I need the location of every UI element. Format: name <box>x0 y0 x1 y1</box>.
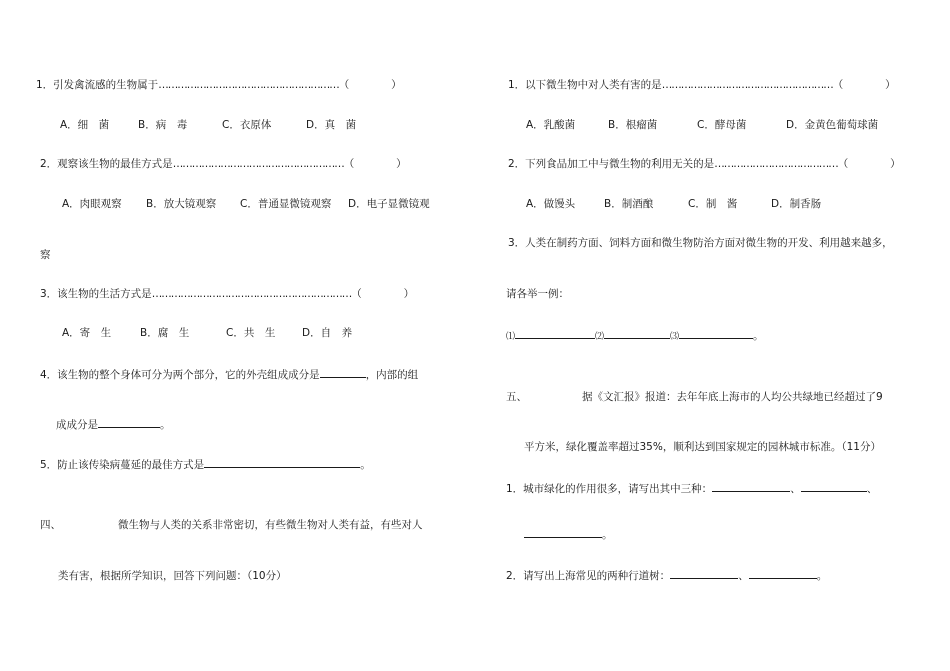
section-5-heading-line1: 据《文汇报》报道：去年年底上海市的人均公共绿地已经超过了9 <box>582 391 883 403</box>
leader-dots: ……………………………………………… <box>661 79 833 91</box>
leader-dots: ……………………………………………………… <box>151 288 352 300</box>
option-a: A．做馒头 <box>526 198 576 210</box>
section-5-question-1-cont <box>524 526 613 542</box>
question-text: 成成分是 <box>56 419 98 431</box>
option-c: C．衣原体 <box>222 119 272 131</box>
answer-blank[interactable] <box>204 456 360 468</box>
right-question-3-blanks <box>506 327 764 344</box>
leader-dots: ………………………………………………… <box>158 79 339 91</box>
option-c: C．制 酱 <box>688 198 738 210</box>
answer-blank[interactable] <box>320 366 366 378</box>
option-a: A．寄 生 <box>62 327 112 339</box>
answer-blank[interactable] <box>604 327 670 339</box>
question-text: 4．该生物的整个身体可分为两个部分，它的外壳组成成分是 <box>40 369 320 381</box>
answer-blank[interactable] <box>670 567 738 579</box>
right-question-3-line1: 3．人类在制药方面、饲料方面和微生物防治方面对微生物的开发、利用越来越多， <box>508 237 893 249</box>
option-b: B．根瘤菌 <box>608 119 658 131</box>
answer-blank[interactable] <box>515 327 595 339</box>
left-question-4-line1 <box>40 366 418 382</box>
right-question-1 <box>508 78 896 92</box>
section-4-heading-line2: 类有害，根据所学知识，回答下列问题：（10分） <box>58 570 287 582</box>
section-5-heading-line2: 平方米，绿化覆盖率超过35%，顺利达到国家规定的园林城市标准。（11分） <box>524 441 881 453</box>
end-punct: 。 <box>816 570 828 582</box>
right-question-2 <box>508 157 901 171</box>
answer-parentheses: （ ） <box>832 79 896 91</box>
blank-number-1: ⑴ <box>506 332 516 342</box>
answer-blank[interactable] <box>749 567 817 579</box>
answer-blank[interactable] <box>98 416 160 428</box>
left-question-2 <box>40 157 407 171</box>
end-punct: 。 <box>602 529 613 541</box>
section-5-question-1 <box>506 480 877 496</box>
left-question-1 <box>36 78 402 92</box>
answer-blank[interactable] <box>712 480 790 492</box>
end-punct: 。 <box>753 330 764 342</box>
left-question-5 <box>40 456 371 472</box>
question-text: 3．该生物的生活方式是 <box>40 288 152 300</box>
left-question-3 <box>40 287 414 301</box>
leader-dots: ……………………………………………… <box>172 158 344 170</box>
question-text: 2．下列食品加工中与微生物的利用无关的是 <box>508 158 715 170</box>
separator: 、 <box>738 570 749 582</box>
option-b: B．腐 生 <box>140 327 190 339</box>
answer-parentheses: （ ） <box>837 158 901 170</box>
separator: 、 <box>866 483 878 495</box>
left-question-4-line2 <box>56 416 171 432</box>
answer-blank[interactable] <box>679 327 753 339</box>
option-c: C．普通显微镜观察 <box>240 198 332 210</box>
section-4-heading-line1: 微生物与人类的关系非常密切，有些微生物对人类有益，有些对人 <box>118 519 423 531</box>
separator: 、 <box>790 483 801 495</box>
section-5-number: 五、 <box>506 391 527 403</box>
answer-parentheses: （ ） <box>343 158 407 170</box>
question-text-cont: ，内部的组 <box>365 369 419 381</box>
question-text: 1．以下微生物中对人类有害的是 <box>508 79 662 91</box>
question-text: 1．城市绿化的作用很多，请写出其中三种： <box>506 483 713 495</box>
question-text: 2．请写出上海常见的两种行道树： <box>506 570 671 582</box>
end-punct: 。 <box>160 419 171 431</box>
option-d: D．制香肠 <box>771 198 822 210</box>
option-d: D．真 菌 <box>306 119 357 131</box>
blank-number-3: ⑶ <box>670 332 680 342</box>
option-d: D．金黄色葡萄球菌 <box>786 119 879 131</box>
option-d: D．自 养 <box>302 327 353 339</box>
question-text: 2．观察该生物的最佳方式是 <box>40 158 173 170</box>
blank-number-2: ⑵ <box>595 332 605 342</box>
option-a: A．细 菌 <box>60 119 110 131</box>
option-wrap-text: 察 <box>40 249 51 261</box>
option-b: B．放大镜观察 <box>146 198 217 210</box>
option-b: B．病 毒 <box>138 119 188 131</box>
option-c: C．酵母菌 <box>697 119 747 131</box>
option-a: A．肉眼观察 <box>62 198 122 210</box>
option-b: B．制酒酿 <box>604 198 654 210</box>
answer-parentheses: （ ） <box>338 79 402 91</box>
option-d: D．电子显微镜观 <box>348 198 430 210</box>
end-punct: 。 <box>360 459 371 471</box>
option-c: C．共 生 <box>226 327 276 339</box>
right-question-3-line2: 请各举一例： <box>506 288 569 300</box>
leader-dots: ………………………………… <box>714 158 838 170</box>
question-text: 1．引发禽流感的生物属于 <box>36 79 159 91</box>
section-5-question-2 <box>506 567 827 583</box>
question-text: 5．防止该传染病蔓延的最佳方式是 <box>40 459 205 471</box>
answer-blank[interactable] <box>801 480 867 492</box>
answer-parentheses: （ ） <box>351 288 415 300</box>
section-4-number: 四、 <box>40 519 61 531</box>
answer-blank[interactable] <box>524 526 602 538</box>
option-a: A．乳酸菌 <box>526 119 576 131</box>
